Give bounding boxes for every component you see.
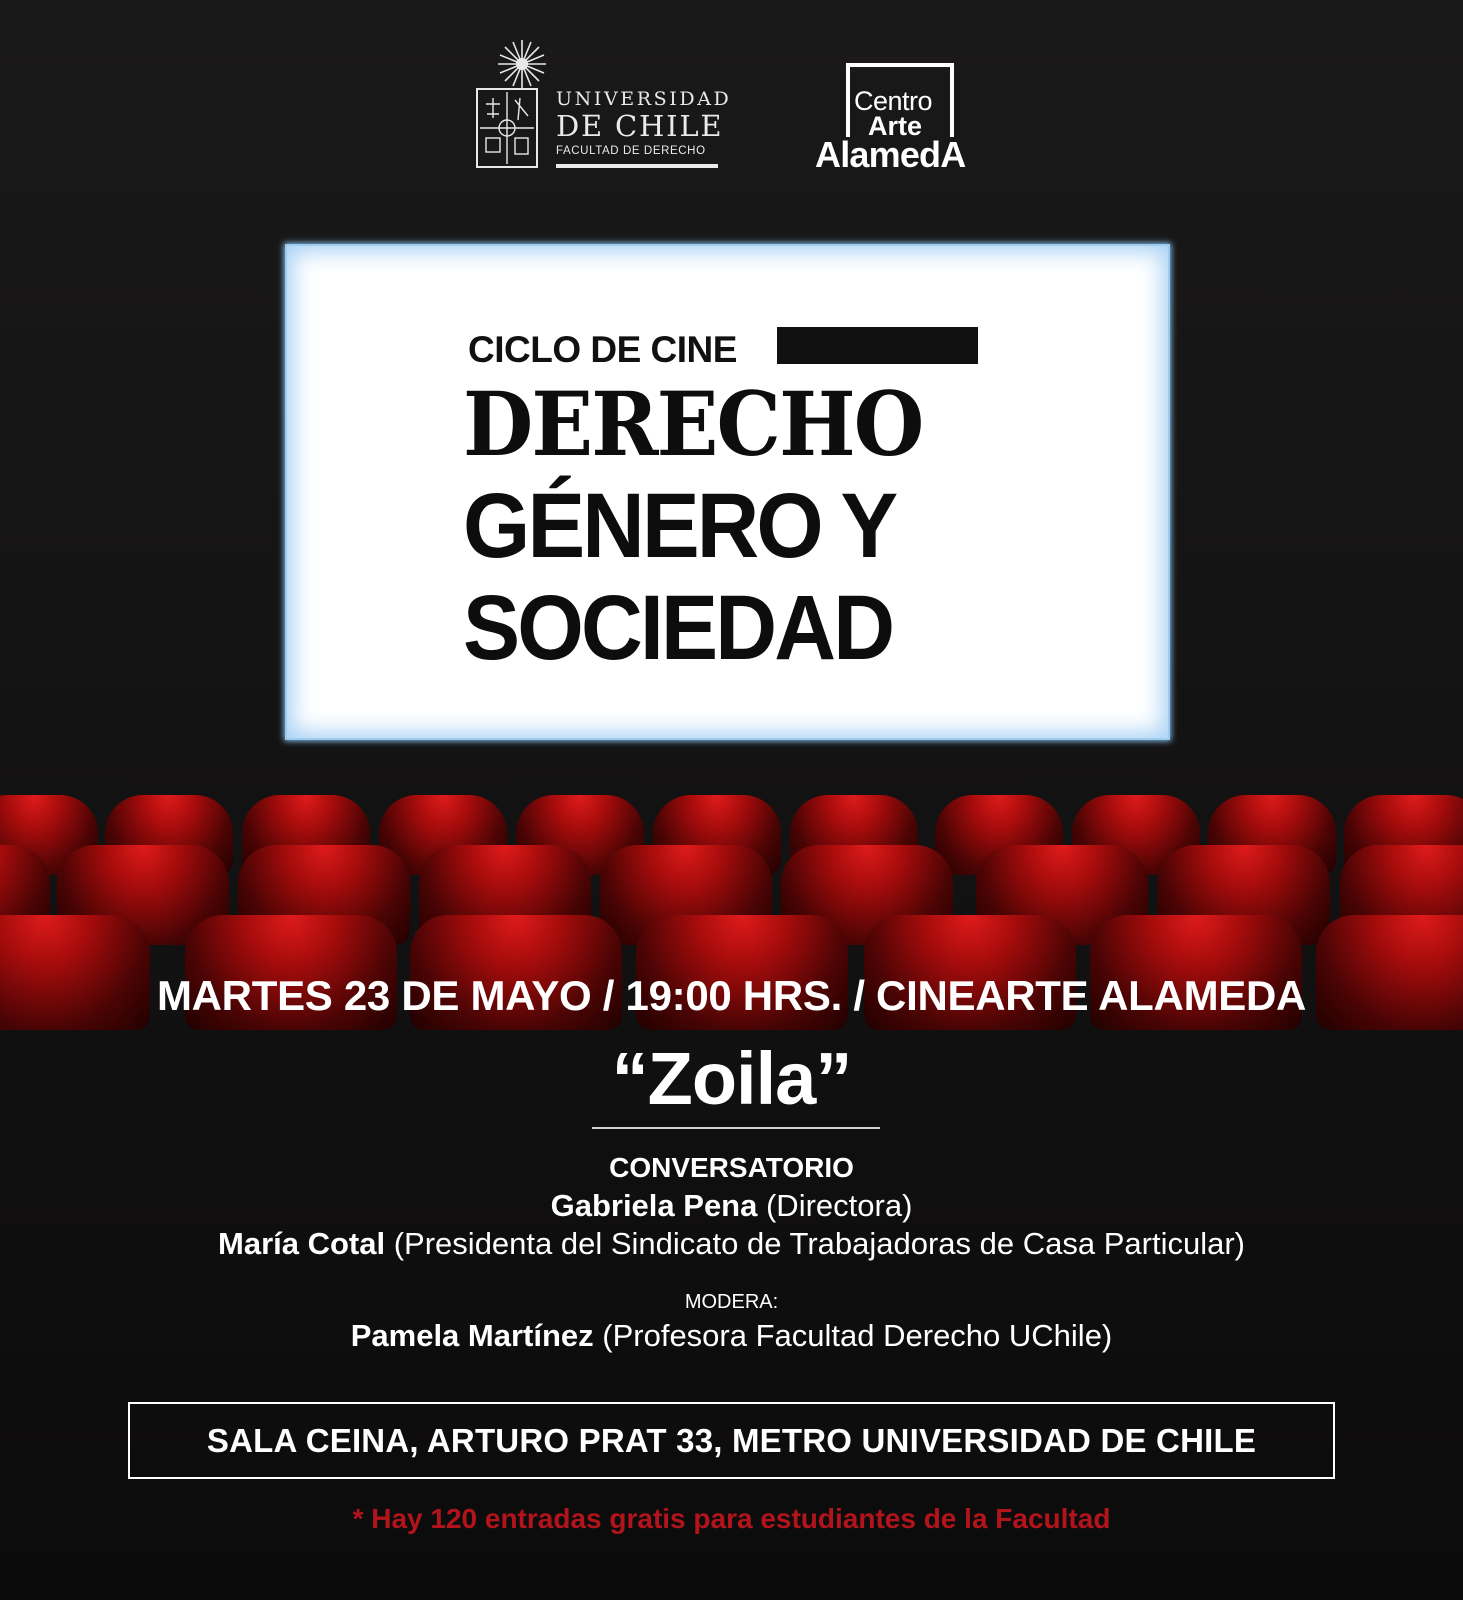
venue-address: SALA CEINA, ARTURO PRAT 33, METRO UNIVERSIDAD DE CHILE xyxy=(206,1421,1257,1459)
facultad-label: FACULTAD DE DERECHO xyxy=(556,145,706,157)
coat-of-arms-icon xyxy=(476,88,538,168)
panelist-1 xyxy=(0,1188,1463,1224)
wordmark-underline xyxy=(556,164,718,168)
venue-box xyxy=(128,1402,1335,1479)
moderator-name: Pamela Martínez xyxy=(350,1318,594,1353)
panelist-role: (Presidenta del Sindicato de Trabajadoras de Casa Particular) xyxy=(385,1226,1245,1261)
logo-arte-text: Arte xyxy=(868,111,923,141)
universidad-wordmark xyxy=(556,88,732,168)
kicker-bar xyxy=(777,327,978,364)
title-line-3: SOCIEDAD xyxy=(463,577,893,679)
universidad-de-chile-logo xyxy=(476,38,732,173)
cinema-screen xyxy=(285,244,1170,740)
de-chile-label: DE CHILE xyxy=(556,109,724,143)
title-line-1: DERECHO xyxy=(463,372,923,476)
moderator xyxy=(0,1318,1463,1354)
panelist-role: (Directora) xyxy=(757,1188,913,1223)
cycle-kicker: CICLO DE CINE xyxy=(468,329,737,370)
event-dateline: MARTES 23 DE MAYO / 19:00 HRS. / CINEARTE ALAMEDA xyxy=(156,972,1307,1019)
film-title-divider xyxy=(592,1127,880,1129)
universidad-label: UNIVERSIDAD xyxy=(556,88,732,110)
logo-alameda-text: AlamedA xyxy=(815,134,966,175)
free-tickets-note: * Hay 120 entradas gratis para estudiantes de la Facultad xyxy=(352,1503,1111,1534)
centro-arte-alameda-logo xyxy=(812,63,992,173)
moderator-label: MODERA: xyxy=(684,1291,779,1313)
panelist-name: Gabriela Pena xyxy=(550,1188,758,1223)
logo-centro-text: Centro xyxy=(854,86,933,116)
star-icon xyxy=(496,38,548,90)
title-line-2: GÉNERO Y xyxy=(463,475,896,577)
film-title: “Zoila” xyxy=(611,1037,852,1120)
moderator-role: (Profesora Facultad Derecho UChile) xyxy=(593,1318,1113,1353)
panelist-2 xyxy=(0,1226,1463,1262)
panelist-name: María Cotal xyxy=(218,1226,386,1261)
conversatorio-heading: CONVERSATORIO xyxy=(609,1152,854,1183)
